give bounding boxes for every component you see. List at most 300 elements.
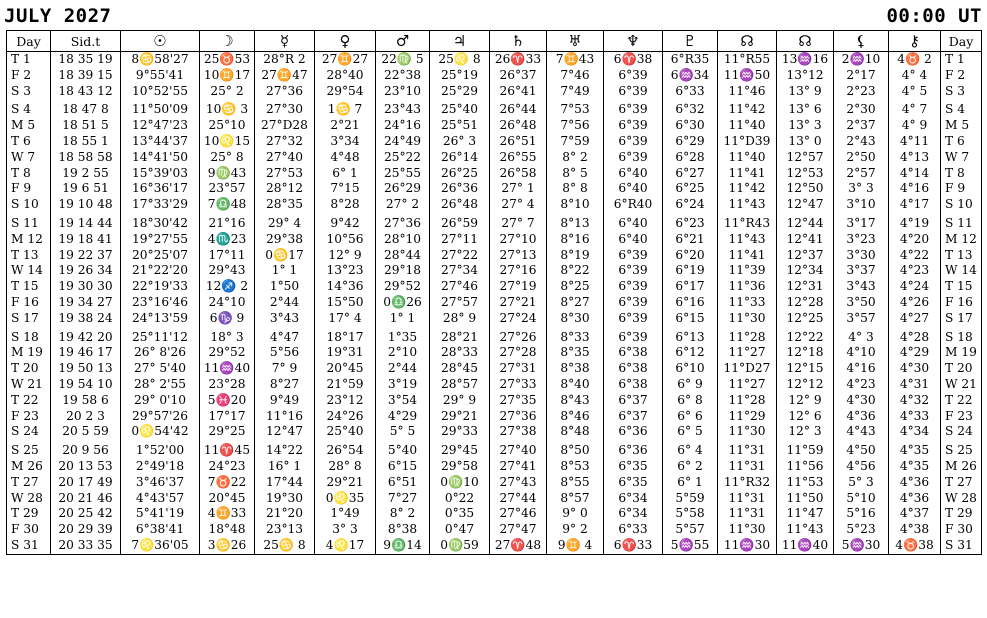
value-cell: 27°40 — [490, 440, 547, 459]
value-cell: 20 5 59 — [51, 424, 121, 440]
column-header: Day — [941, 31, 982, 52]
value-cell: 4°20 — [889, 232, 941, 248]
value-cell: 27♊47 — [255, 68, 315, 84]
value-cell: 11°31 — [718, 506, 777, 522]
value-cell: 27°38 — [490, 424, 547, 440]
day-cell: T 22 — [941, 393, 982, 409]
value-cell: 0♍10 — [430, 475, 490, 491]
value-cell: 28°40 — [315, 68, 376, 84]
value-cell: 26°58 — [490, 166, 547, 182]
column-header: ♅ — [547, 31, 604, 52]
value-cell: 11°16 — [255, 409, 315, 425]
value-cell: 8°43 — [547, 393, 604, 409]
value-cell: 4°33 — [889, 409, 941, 425]
value-cell: 4°32 — [889, 393, 941, 409]
table-row — [7, 522, 982, 538]
value-cell: 15°50 — [315, 295, 376, 311]
value-cell: 20°45 — [315, 361, 376, 377]
value-cell: 6°21 — [663, 232, 718, 248]
value-cell: 29°52 — [376, 279, 430, 295]
day-cell: M 5 — [7, 118, 51, 134]
value-cell: 6°40 — [604, 181, 663, 197]
value-cell: 27°44 — [490, 491, 547, 507]
table-row — [7, 491, 982, 507]
value-cell: 19°30 — [255, 491, 315, 507]
value-cell: 12°28 — [777, 295, 834, 311]
value-cell: 4°30 — [889, 361, 941, 377]
value-cell: 11°R32 — [718, 475, 777, 491]
value-cell: 27°10 — [490, 232, 547, 248]
value-cell: 20 17 49 — [51, 475, 121, 491]
value-cell: 5°59 — [663, 491, 718, 507]
column-header: ♆ — [604, 31, 663, 52]
value-cell: 8°57 — [547, 491, 604, 507]
value-cell: 8°48 — [547, 424, 604, 440]
value-cell: 11♒40 — [200, 361, 255, 377]
value-cell: 18 43 12 — [51, 84, 121, 100]
value-cell: 11°47 — [777, 506, 834, 522]
value-cell: 27°28 — [490, 345, 547, 361]
table-row — [7, 424, 982, 440]
value-cell: 25°51 — [430, 118, 490, 134]
day-cell: F 9 — [7, 181, 51, 197]
value-cell: 20 29 39 — [51, 522, 121, 538]
value-cell: 7♌36'05 — [121, 538, 200, 554]
value-cell: 18 39 15 — [51, 68, 121, 84]
value-cell: 25°10 — [200, 118, 255, 134]
value-cell: 3°43 — [834, 279, 889, 295]
day-cell: W 21 — [7, 377, 51, 393]
value-cell: 7♉22 — [200, 475, 255, 491]
value-cell: 6°R35 — [663, 52, 718, 68]
value-cell: 4°36 — [834, 409, 889, 425]
value-cell: 27°36 — [376, 213, 430, 232]
value-cell: 6°32 — [663, 99, 718, 118]
day-cell: M 26 — [941, 459, 982, 475]
value-cell: 6°17 — [663, 279, 718, 295]
value-cell: 3°17 — [834, 213, 889, 232]
value-cell: 5°41'19 — [121, 506, 200, 522]
value-cell: 6°39 — [604, 295, 663, 311]
value-cell: 28°10 — [376, 232, 430, 248]
value-cell: 14°36 — [315, 279, 376, 295]
day-cell: T 29 — [941, 506, 982, 522]
value-cell: 6°39 — [604, 68, 663, 84]
value-cell: 6°R40 — [604, 197, 663, 213]
value-cell: 1°35 — [376, 327, 430, 346]
table-row — [7, 327, 982, 346]
value-cell: 11°29 — [718, 409, 777, 425]
value-cell: 11°53 — [777, 475, 834, 491]
value-cell: 4♉38 — [889, 538, 941, 554]
value-cell: 4°48 — [315, 150, 376, 166]
value-cell: 3°43 — [255, 311, 315, 327]
value-cell: 8°10 — [547, 197, 604, 213]
day-cell: M 12 — [7, 232, 51, 248]
column-header: Sid.t — [51, 31, 121, 52]
header-bar — [0, 5, 987, 29]
value-cell: 11°28 — [718, 393, 777, 409]
value-cell: 6°20 — [663, 248, 718, 264]
value-cell: 27°36 — [490, 409, 547, 425]
day-cell: F 16 — [941, 295, 982, 311]
value-cell: 28°44 — [376, 248, 430, 264]
value-cell: 8♋58'27 — [121, 52, 200, 68]
value-cell: 27°35 — [490, 393, 547, 409]
value-cell: 18 51 5 — [51, 118, 121, 134]
value-cell: 19 6 51 — [51, 181, 121, 197]
value-cell: 29°25 — [200, 424, 255, 440]
value-cell: 19 18 41 — [51, 232, 121, 248]
value-cell: 11°59 — [777, 440, 834, 459]
value-cell: 9°55'41 — [121, 68, 200, 84]
column-header: ♀ — [315, 31, 376, 52]
value-cell: 19 10 48 — [51, 197, 121, 213]
value-cell: 12°18 — [777, 345, 834, 361]
value-cell: 26°44 — [490, 99, 547, 118]
table-row — [7, 361, 982, 377]
column-header: ☊ — [718, 31, 777, 52]
value-cell: 11°42 — [718, 99, 777, 118]
value-cell: 11°43 — [718, 232, 777, 248]
value-cell: 6°39 — [604, 99, 663, 118]
value-cell: 4°16 — [889, 181, 941, 197]
value-cell: 6♑ 9 — [200, 311, 255, 327]
day-cell: F 9 — [941, 181, 982, 197]
value-cell: 29°38 — [255, 232, 315, 248]
value-cell: 25°29 — [430, 84, 490, 100]
value-cell: 16° 1 — [255, 459, 315, 475]
value-cell: 5°10 — [834, 491, 889, 507]
day-cell: M 26 — [7, 459, 51, 475]
value-cell: 23°28 — [200, 377, 255, 393]
column-header: ⚷ — [889, 31, 941, 52]
value-cell: 2°50 — [834, 150, 889, 166]
value-cell: 6°39 — [604, 311, 663, 327]
day-cell: T 6 — [941, 134, 982, 150]
column-header: ⚸ — [834, 31, 889, 52]
value-cell: 7° 9 — [255, 361, 315, 377]
day-cell: F 2 — [7, 68, 51, 84]
value-cell: 27°43 — [490, 475, 547, 491]
day-cell: W 28 — [7, 491, 51, 507]
day-cell: W 7 — [941, 150, 982, 166]
table-body — [7, 52, 982, 555]
column-header: ♇ — [663, 31, 718, 52]
table-row — [7, 538, 982, 554]
day-cell: W 21 — [941, 377, 982, 393]
value-cell: 6°10 — [663, 361, 718, 377]
day-cell: T 15 — [941, 279, 982, 295]
day-cell: S 17 — [941, 311, 982, 327]
value-cell: 24°26 — [315, 409, 376, 425]
value-cell: 4°10 — [834, 345, 889, 361]
value-cell: 8° 5 — [547, 166, 604, 182]
day-cell: W 14 — [941, 263, 982, 279]
value-cell: 12°41 — [777, 232, 834, 248]
value-cell: 23°43 — [376, 99, 430, 118]
value-cell: 15°39'03 — [121, 166, 200, 182]
column-header: ☉ — [121, 31, 200, 52]
value-cell: 12°25 — [777, 311, 834, 327]
table-row — [7, 345, 982, 361]
value-cell: 11°27 — [718, 345, 777, 361]
value-cell: 4°16 — [834, 361, 889, 377]
value-cell: 27° 2 — [376, 197, 430, 213]
value-cell: 7♎48 — [200, 197, 255, 213]
value-cell: 29°45 — [430, 440, 490, 459]
table-row — [7, 118, 982, 134]
value-cell: 27°D28 — [255, 118, 315, 134]
day-cell: S 18 — [941, 327, 982, 346]
value-cell: 29°58 — [430, 459, 490, 475]
value-cell: 19 22 37 — [51, 248, 121, 264]
value-cell: 4°38 — [889, 522, 941, 538]
value-cell: 27°47 — [490, 522, 547, 538]
value-cell: 29°57'26 — [121, 409, 200, 425]
value-cell: 3°37 — [834, 263, 889, 279]
table-row — [7, 197, 982, 213]
value-cell: 6°38 — [604, 377, 663, 393]
value-cell: 26°48 — [490, 118, 547, 134]
value-cell: 17°17 — [200, 409, 255, 425]
value-cell: 6°51 — [376, 475, 430, 491]
value-cell: 4°43 — [834, 424, 889, 440]
value-cell: 12°47 — [255, 424, 315, 440]
value-cell: 6° 2 — [663, 459, 718, 475]
table-row — [7, 213, 982, 232]
table-row — [7, 393, 982, 409]
value-cell: 0♍59 — [430, 538, 490, 554]
value-cell: 29° 9 — [430, 393, 490, 409]
value-cell: 3♋26 — [200, 538, 255, 554]
value-cell: 27♊27 — [315, 52, 376, 68]
time-label: 00:00 UT — [886, 5, 982, 27]
value-cell: 6°39 — [604, 279, 663, 295]
value-cell: 5° 5 — [376, 424, 430, 440]
value-cell: 11°40 — [718, 150, 777, 166]
value-cell: 6°19 — [663, 263, 718, 279]
table-row — [7, 475, 982, 491]
value-cell: 21°59 — [315, 377, 376, 393]
value-cell: 11°50 — [777, 491, 834, 507]
value-cell: 19 14 44 — [51, 213, 121, 232]
value-cell: 24°23 — [200, 459, 255, 475]
value-cell: 28°57 — [430, 377, 490, 393]
value-cell: 27°21 — [490, 295, 547, 311]
value-cell: 19 46 17 — [51, 345, 121, 361]
value-cell: 4♏23 — [200, 232, 255, 248]
value-cell: 1°52'00 — [121, 440, 200, 459]
value-cell: 11°D39 — [718, 134, 777, 150]
value-cell: 0°22 — [430, 491, 490, 507]
value-cell: 13° 0 — [777, 134, 834, 150]
value-cell: 6° 1 — [663, 475, 718, 491]
value-cell: 25°40 — [315, 424, 376, 440]
value-cell: 8°16 — [547, 232, 604, 248]
value-cell: 19 30 30 — [51, 279, 121, 295]
value-cell: 25°55 — [376, 166, 430, 182]
value-cell: 21°16 — [200, 213, 255, 232]
value-cell: 6°13 — [663, 327, 718, 346]
value-cell: 13° 6 — [777, 99, 834, 118]
value-cell: 11°31 — [718, 440, 777, 459]
day-cell: T 8 — [941, 166, 982, 182]
value-cell: 18 55 1 — [51, 134, 121, 150]
value-cell: 6♈38 — [604, 52, 663, 68]
value-cell: 6°40 — [604, 232, 663, 248]
value-cell: 5°57 — [663, 522, 718, 538]
value-cell: 6°39 — [604, 134, 663, 150]
value-cell: 20°25'07 — [121, 248, 200, 264]
value-cell: 4°26 — [889, 295, 941, 311]
value-cell: 24°10 — [200, 295, 255, 311]
value-cell: 26°48 — [430, 197, 490, 213]
value-cell: 28°45 — [430, 361, 490, 377]
value-cell: 27°11 — [430, 232, 490, 248]
value-cell: 12° 6 — [777, 409, 834, 425]
value-cell: 27° 4 — [490, 197, 547, 213]
value-cell: 4°28 — [889, 327, 941, 346]
value-cell: 8° 2 — [547, 150, 604, 166]
value-cell: 4°23 — [834, 377, 889, 393]
day-cell: T 6 — [7, 134, 51, 150]
value-cell: 10°52'55 — [121, 84, 200, 100]
value-cell: 10♊17 — [200, 68, 255, 84]
value-cell: 7°53 — [547, 99, 604, 118]
value-cell: 25°22 — [376, 150, 430, 166]
value-cell: 24°13'59 — [121, 311, 200, 327]
value-cell: 8°38 — [547, 361, 604, 377]
value-cell: 6° 6 — [663, 409, 718, 425]
value-cell: 29°33 — [430, 424, 490, 440]
value-cell: 18 35 19 — [51, 52, 121, 68]
value-cell: 4°35 — [889, 440, 941, 459]
value-cell: 25° 2 — [200, 84, 255, 100]
value-cell: 1°49 — [315, 506, 376, 522]
header-row — [7, 31, 982, 52]
value-cell: 14°22 — [255, 440, 315, 459]
value-cell: 6♈33 — [604, 538, 663, 554]
value-cell: 8° 2 — [376, 506, 430, 522]
value-cell: 4°30 — [834, 393, 889, 409]
day-cell: S 31 — [7, 538, 51, 554]
value-cell: 3°57 — [834, 311, 889, 327]
value-cell: 27°41 — [490, 459, 547, 475]
value-cell: 25♋ 8 — [255, 538, 315, 554]
value-cell: 12°50 — [777, 181, 834, 197]
value-cell: 4° 4 — [889, 68, 941, 84]
value-cell: 23°13 — [255, 522, 315, 538]
value-cell: 24°49 — [376, 134, 430, 150]
day-cell: W 7 — [7, 150, 51, 166]
value-cell: 6°24 — [663, 197, 718, 213]
value-cell: 19°31 — [315, 345, 376, 361]
value-cell: 4♊33 — [200, 506, 255, 522]
value-cell: 4°50 — [834, 440, 889, 459]
value-cell: 5°56 — [255, 345, 315, 361]
value-cell: 7°49 — [547, 84, 604, 100]
column-header: ☿ — [255, 31, 315, 52]
day-cell: F 2 — [941, 68, 982, 84]
value-cell: 11°28 — [718, 327, 777, 346]
value-cell: 4° 7 — [889, 99, 941, 118]
value-cell: 28°21 — [430, 327, 490, 346]
value-cell: 9♊ 4 — [547, 538, 604, 554]
day-cell: S 24 — [941, 424, 982, 440]
value-cell: 29°43 — [200, 263, 255, 279]
day-cell: T 1 — [941, 52, 982, 68]
value-cell: 11°30 — [718, 522, 777, 538]
value-cell: 8°53 — [547, 459, 604, 475]
value-cell: 22♍ 5 — [376, 52, 430, 68]
value-cell: 27° 7 — [490, 213, 547, 232]
value-cell: 2°44 — [255, 295, 315, 311]
value-cell: 19 34 27 — [51, 295, 121, 311]
value-cell: 24°16 — [376, 118, 430, 134]
value-cell: 14°41'50 — [121, 150, 200, 166]
ephemeris-table — [6, 30, 982, 555]
table-row — [7, 134, 982, 150]
value-cell: 2°30 — [834, 99, 889, 118]
value-cell: 9♎14 — [376, 538, 430, 554]
value-cell: 27°57 — [430, 295, 490, 311]
value-cell: 6°38 — [604, 361, 663, 377]
value-cell: 12°47'23 — [121, 118, 200, 134]
page-title: JULY 2027 — [4, 5, 112, 27]
value-cell: 8°38 — [376, 522, 430, 538]
value-cell: 6°30 — [663, 118, 718, 134]
value-cell: 13°12 — [777, 68, 834, 84]
day-cell: S 11 — [941, 213, 982, 232]
value-cell: 12°22 — [777, 327, 834, 346]
value-cell: 5°58 — [663, 506, 718, 522]
value-cell: 29°52 — [200, 345, 255, 361]
value-cell: 6° 5 — [663, 424, 718, 440]
value-cell: 4°27 — [889, 311, 941, 327]
value-cell: 6°33 — [604, 522, 663, 538]
day-cell: T 1 — [7, 52, 51, 68]
value-cell: 11°42 — [718, 181, 777, 197]
value-cell: 11°R43 — [718, 213, 777, 232]
value-cell: 11°43 — [777, 522, 834, 538]
value-cell: 6°36 — [604, 440, 663, 459]
value-cell: 8°35 — [547, 345, 604, 361]
column-header: ♃ — [430, 31, 490, 52]
value-cell: 27°22 — [430, 248, 490, 264]
value-cell: 11°43 — [718, 197, 777, 213]
value-cell: 25♌ 8 — [430, 52, 490, 68]
value-cell: 4°24 — [889, 279, 941, 295]
value-cell: 4°29 — [376, 409, 430, 425]
value-cell: 11°39 — [718, 263, 777, 279]
value-cell: 11°41 — [718, 166, 777, 182]
value-cell: 23°16'46 — [121, 295, 200, 311]
value-cell: 29°21 — [315, 475, 376, 491]
value-cell: 20°45 — [200, 491, 255, 507]
value-cell: 6° 1 — [315, 166, 376, 182]
value-cell: 11°R55 — [718, 52, 777, 68]
value-cell: 2♒10 — [834, 52, 889, 68]
value-cell: 22°38 — [376, 68, 430, 84]
value-cell: 17°33'29 — [121, 197, 200, 213]
value-cell: 16°36'17 — [121, 181, 200, 197]
table-row — [7, 409, 982, 425]
value-cell: 11°D27 — [718, 361, 777, 377]
day-cell: T 13 — [941, 248, 982, 264]
value-cell: 25° 8 — [200, 150, 255, 166]
day-cell: F 30 — [941, 522, 982, 538]
